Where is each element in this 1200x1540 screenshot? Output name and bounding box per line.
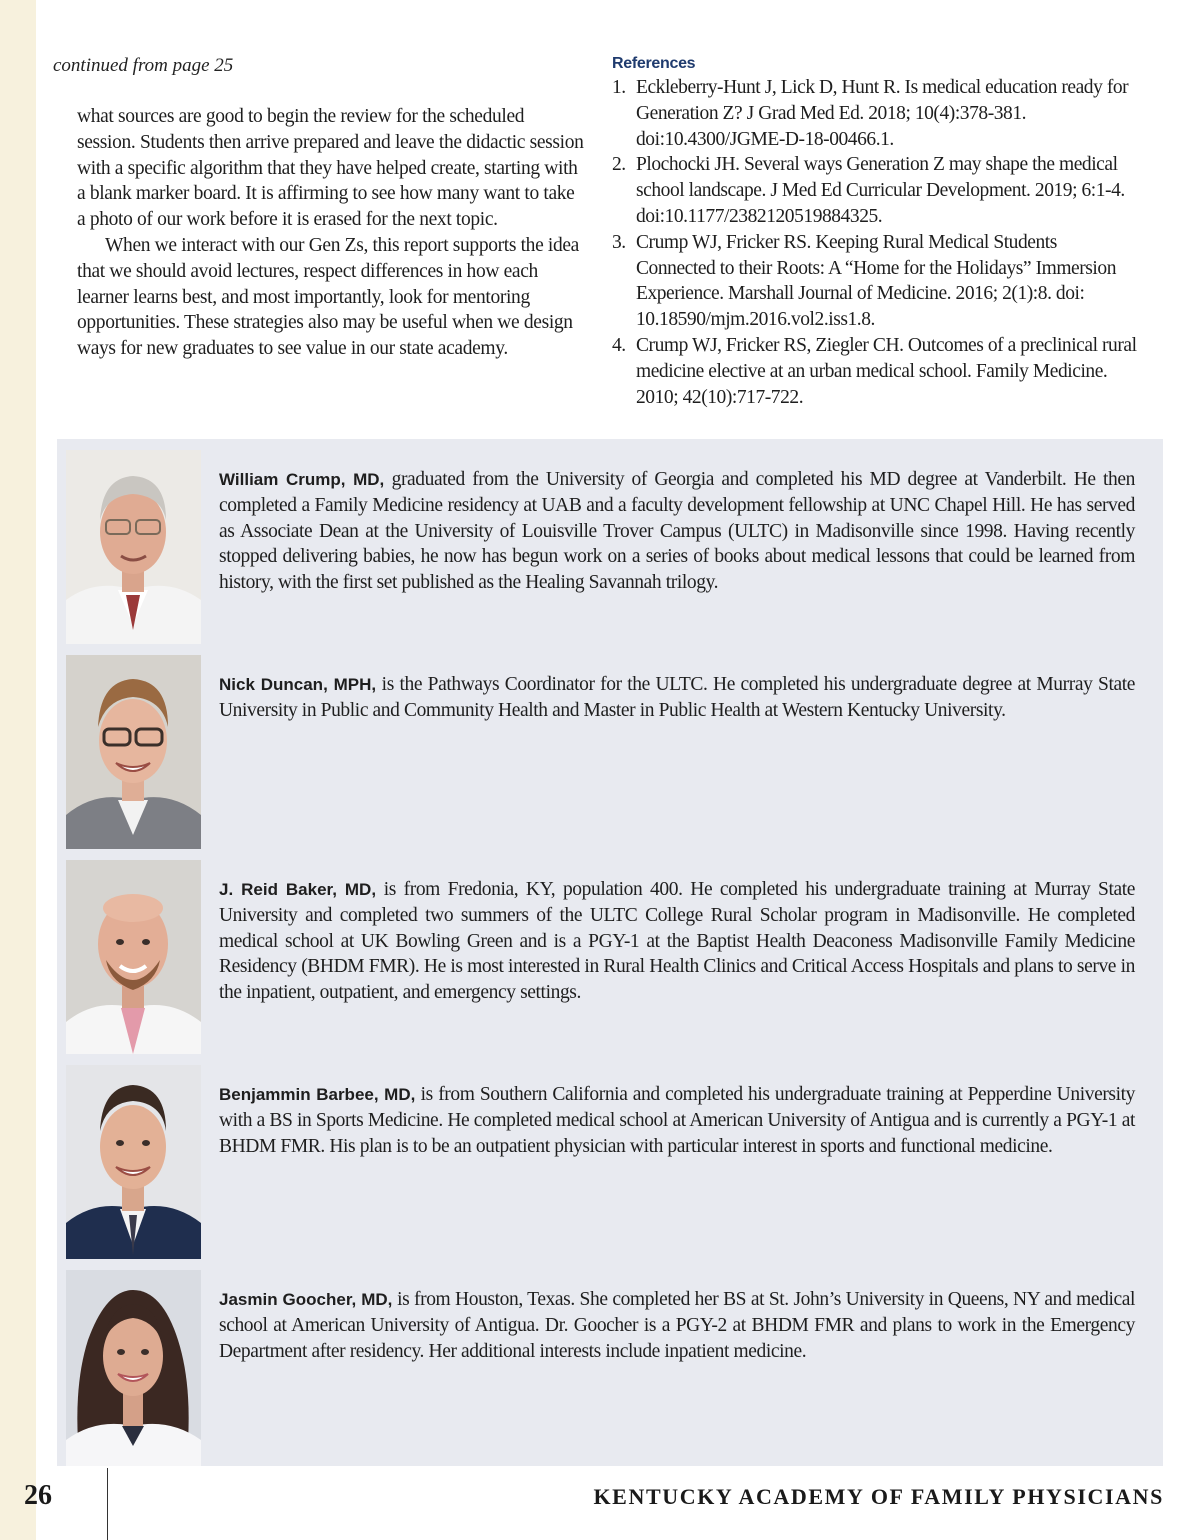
- reference-number: 1.: [612, 77, 626, 98]
- reference-text: Crump WJ, Fricker RS. Keeping Rural Medical Students Connected to their Roots: A “Home for the Holidays” Immersion Experience. Marshall Journal of Medicine. 2016; 2(1):8. doi: 10.18590/mjm.2016.vol2.iss1.8.: [636, 231, 1116, 331]
- author-description: is from Houston, Texas. She completed her BS at St. John’s University in Queens, NY and medical school at American University of Antigua. Dr. Goocher is a PGY-2 at BHDM FMR and plans to work in the Emergency Department after residency. Her additional interests include inpatient medicine.: [219, 1289, 1135, 1362]
- footer-divider: [107, 1468, 108, 1540]
- page-number: 26: [24, 1480, 52, 1511]
- author-bio-text: [219, 877, 1135, 1006]
- publication-title: KENTUCKY ACADEMY OF FAMILY PHYSICIANS: [593, 1484, 1164, 1509]
- page-edge-strip: [0, 0, 36, 1540]
- author-name: Jasmin Goocher, MD,: [219, 1290, 393, 1309]
- author-photo: [66, 1065, 201, 1259]
- continued-note: continued from page 25: [53, 55, 234, 76]
- author-description: is the Pathways Coordinator for the ULTC. He completed his undergraduate degree at Murray State University in Public and Community Health and Master in Public Health at Western Kentucky University.: [219, 674, 1135, 721]
- references-list: [612, 75, 1137, 410]
- author-name: William Crump, MD,: [219, 470, 385, 489]
- article-body: [77, 104, 587, 362]
- reference-number: 2.: [612, 154, 626, 176]
- author-name: Nick Duncan, MPH,: [219, 675, 377, 694]
- reference-text: Eckleberry-Hunt J, Lick D, Hunt R. Is medical education ready for Generation Z? J Grad Med Ed. 2018; 10(4):378-381. doi:10.4300/JGME-D-18-00466.1.: [636, 77, 1129, 150]
- reference-text: Crump WJ, Fricker RS, Ziegler CH. Outcomes of a preclinical rural medicine elective at an urban medical school. Family Medicine. 2010; 42(10):717-722.: [636, 334, 1137, 408]
- author-bio-text: [219, 1287, 1135, 1364]
- body-paragraph-1: what sources are good to begin the review for the scheduled session. Students then arrive prepared and leave the didactic session with a specific algorithm that they have helped create, starting with a blank marker board. It is affirming to see how many want to take a photo of our work before it is erased for the next topic.: [77, 106, 584, 231]
- reference-number: 4.: [612, 334, 626, 356]
- reference-item: [612, 75, 1137, 152]
- references-section: [612, 55, 1137, 410]
- author-photo: [66, 655, 201, 849]
- author-photo: [66, 1270, 201, 1466]
- author-name: J. Reid Baker, MD,: [219, 880, 377, 899]
- author-name: Benjammin Barbee, MD,: [219, 1085, 416, 1104]
- author-description: graduated from the University of Georgia and completed his MD degree at Vanderbilt. He then completed a Family Medicine residency at UAB and a faculty development fellowship at UNC Chapel Hill. He has served as Associate Dean at the University of Louisville Trover Campus (ULTC) in Madisonville since 1998. Having recently stopped delivering babies, he now has begun work on a series of books about medical lessons that could be learned from history, with the first set published as the Healing Savannah trilogy.: [219, 469, 1136, 594]
- reference-text: Plochocki JH. Several ways Generation Z may shape the medical school landscape. J Med Ed Curricular Development. 2019; 6:1-4. doi:10.1177/2382120519884325.: [636, 154, 1125, 227]
- reference-item: [612, 230, 1137, 333]
- reference-item: [612, 333, 1137, 410]
- reference-number: 3.: [612, 231, 626, 253]
- reference-item: [612, 152, 1137, 229]
- author-bio-text: [219, 672, 1135, 724]
- author-bio-text: [219, 467, 1135, 596]
- body-paragraph-2: When we interact with our Gen Zs, this report supports the idea that we should avoid lectures, respect differences in how each learner learns best, and most importantly, look for mentoring opportunities. These strategies also may be useful when we design ways for new graduates to see value in our state academy.: [77, 234, 579, 360]
- author-description: is from Southern California and completed his undergraduate training at Pepperdine University with a BS in Sports Medicine. He completed medical school at American University of Antigua and is currently a PGY-1 at BHDM FMR. His plan is to be an outpatient physician with particular interest in sports and functional medicine.: [219, 1084, 1135, 1157]
- author-bio-text: [219, 1082, 1135, 1159]
- author-photo: [66, 450, 201, 644]
- author-description: is from Fredonia, KY, population 400. He completed his undergraduate training at Murray State University and completed two summers of the ULTC College Rural Scholar program in Madisonville. He completed medical school at UK Bowling Green and is a PGY-1 at the Baptist Health Deaconess Madisonville Family Medicine Residency (BHDM FMR). He is most interested in Rural Health Clinics and Critical Access Hospitals and plans to serve in the inpatient, outpatient, and emergency settings.: [219, 879, 1135, 1004]
- references-title: References: [612, 55, 696, 72]
- author-photo: [66, 860, 201, 1054]
